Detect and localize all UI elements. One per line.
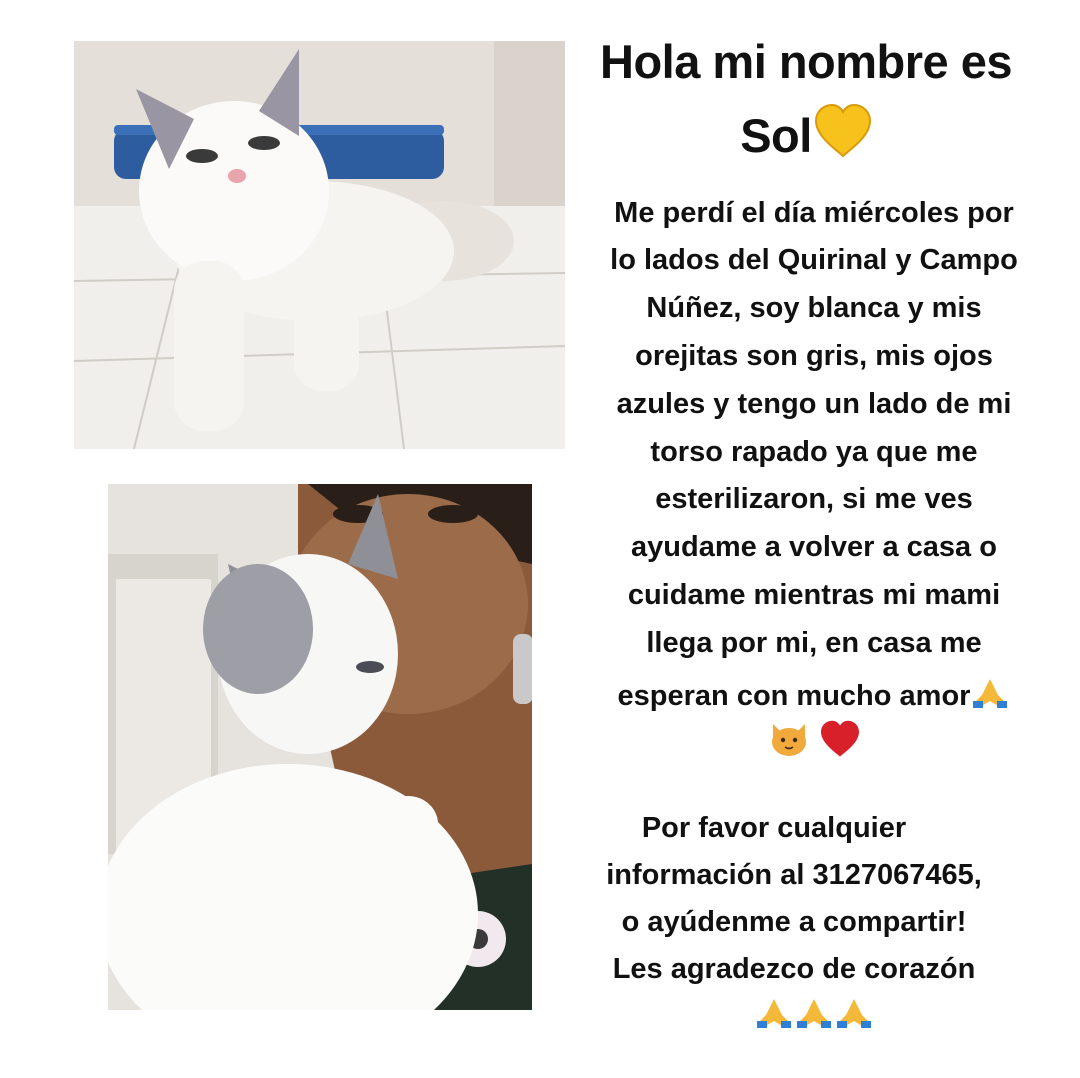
page-title: [568, 35, 1044, 88]
page-title-name: [568, 104, 1044, 165]
description-line: Me perdí el día miércoles por: [614, 197, 1014, 229]
folded-hands-icon: [794, 996, 834, 1036]
yellow-heart-icon: [814, 104, 872, 165]
description-line: llega por mi, en casa me: [646, 627, 982, 659]
contact-line: información al 3127067465,: [606, 859, 982, 891]
description-line: azules y tengo un lado de mi: [616, 388, 1012, 420]
contact-line: Les agradezco de corazón: [612, 953, 976, 985]
description-line: torso rapado ya que me: [650, 436, 978, 468]
description-line-last: [570, 677, 1058, 715]
emoji-row: [570, 720, 1058, 764]
description-line: cuidame mientras mi mami: [627, 579, 1001, 611]
description-line: esperan con mucho amor: [617, 680, 971, 712]
pet-name: Sol: [740, 109, 812, 162]
cat-photo-with-owner: [108, 484, 532, 1010]
description-line: ayudame a volver a casa o: [631, 531, 997, 563]
folded-hands-icon: [754, 996, 794, 1036]
folded-hands-icon: [970, 677, 1010, 715]
red-heart-icon: [819, 720, 861, 764]
praying-hands-row: [570, 996, 1058, 1036]
cat-on-floor-image: [74, 41, 565, 449]
contact-line: o ayúdenme a compartir!: [621, 906, 967, 938]
cat-photo-floor: [74, 41, 565, 449]
description-line: esterilizaron, si me ves: [655, 483, 973, 515]
contact-line: Por favor cualquier: [641, 812, 907, 844]
cat-face-icon: [767, 720, 811, 764]
owner-kissing-cat-image: [108, 484, 532, 1010]
title-line-1: Hola mi nombre es: [600, 35, 1012, 88]
description-line: orejitas son gris, mis ojos: [635, 340, 993, 372]
folded-hands-icon: [834, 996, 874, 1036]
description-line: lo lados del Quirinal y Campo: [610, 244, 1018, 276]
description-line: Núñez, soy blanca y mis: [646, 292, 982, 324]
